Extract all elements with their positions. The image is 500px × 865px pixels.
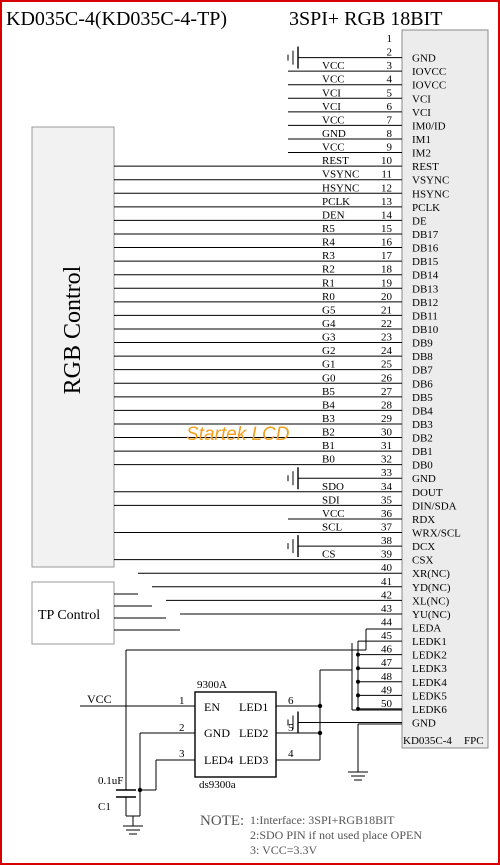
fpc-label: KD035C-4 xyxy=(403,735,452,747)
pin-name: DB8 xyxy=(412,351,433,364)
signal-label: G3 xyxy=(322,331,336,344)
signal-label: G1 xyxy=(322,358,336,371)
pin-number: 5 xyxy=(386,87,392,100)
pin-number: 30 xyxy=(381,426,392,439)
pin-name: DB13 xyxy=(412,283,439,296)
pin-name: DB16 xyxy=(412,242,439,255)
signal-label: VCC xyxy=(322,141,345,154)
ic-pin3-name: LED4 xyxy=(204,753,234,767)
pin-number: 1 xyxy=(386,33,392,45)
pin-name: DB9 xyxy=(412,337,433,350)
pin-name: DB11 xyxy=(412,310,438,323)
ic-pin3-num: 3 xyxy=(179,748,185,760)
signal-label: DEN xyxy=(322,209,345,222)
pin-number: 40 xyxy=(381,562,392,575)
pin-name: CSX xyxy=(412,554,434,567)
pin-number: 43 xyxy=(381,602,392,615)
signal-label: B5 xyxy=(322,385,335,398)
watermark: Startek LCD xyxy=(186,424,290,445)
pin-number: 10 xyxy=(381,155,392,168)
pin-number: 35 xyxy=(381,494,392,507)
pin-name: DB12 xyxy=(412,296,439,309)
pin-name: DB0 xyxy=(412,459,433,472)
signal-label: B4 xyxy=(322,399,335,412)
pin-number: 36 xyxy=(381,507,392,520)
pin-number: 21 xyxy=(381,304,392,317)
pin-name: LEDK1 xyxy=(412,636,447,649)
signal-label: REST xyxy=(322,155,349,168)
pin-name: RDX xyxy=(412,513,436,526)
signal-label: R3 xyxy=(322,250,335,263)
pin-number: 33 xyxy=(381,467,392,480)
ic-pin5-num: 5 xyxy=(288,722,294,734)
pin-name: DB6 xyxy=(412,378,433,391)
ic-pin6-num: 6 xyxy=(288,695,294,707)
pin-name: GND xyxy=(412,52,436,65)
signal-label: VCC xyxy=(322,507,345,520)
signal-label: SCL xyxy=(322,521,343,534)
tp-control-label: TP Control xyxy=(38,608,101,623)
pin-name: DB4 xyxy=(412,405,433,418)
ic-vcc-label: VCC xyxy=(87,692,112,706)
signal-label: VCC xyxy=(322,73,345,86)
pin-name: DB14 xyxy=(412,269,439,282)
pin-name: IOVCC xyxy=(412,79,447,92)
pin-number: 31 xyxy=(381,440,392,453)
pin-number: 41 xyxy=(381,575,392,588)
pin-number: 20 xyxy=(381,290,392,303)
signal-label: G0 xyxy=(322,372,336,385)
pin-number: 18 xyxy=(381,263,392,276)
ground-symbol-led xyxy=(348,772,368,780)
fpc-suffix: FPC xyxy=(464,735,484,747)
pin-number: 3 xyxy=(386,60,392,73)
pin-number: 19 xyxy=(381,277,392,290)
pin-number: 8 xyxy=(386,127,392,140)
pin-number: 27 xyxy=(381,385,392,398)
pin-number: 23 xyxy=(381,331,392,344)
signal-label: VCI xyxy=(322,100,341,113)
ic-pin4-name: LED3 xyxy=(239,753,269,767)
pin-name: LEDK4 xyxy=(412,676,447,689)
pin-name: DB3 xyxy=(412,418,433,431)
pin-name: LEDK2 xyxy=(412,649,447,662)
note-line-1: 1:Interface: 3SPI+RGB18BIT xyxy=(250,813,395,827)
pin-name: IM0/ID xyxy=(412,120,446,133)
pin-number: 11 xyxy=(381,168,392,181)
pin-name: IM2 xyxy=(412,147,431,160)
signal-label: VCC xyxy=(322,60,345,73)
title-right: 3SPI+ RGB 18BIT xyxy=(289,8,443,30)
pin-name: GND xyxy=(412,717,436,730)
rgb-control-label: RGB Control xyxy=(60,265,86,395)
pin-number: 38 xyxy=(381,535,392,548)
signal-label: B1 xyxy=(322,440,335,453)
pin-name: VCI xyxy=(412,106,431,119)
pin-number: 29 xyxy=(381,412,392,425)
pin-number: 13 xyxy=(381,195,392,208)
pin-name: WRX/SCL xyxy=(412,527,461,540)
pin-number: 26 xyxy=(381,372,392,385)
pin-name: DB17 xyxy=(412,228,439,241)
signal-label: R1 xyxy=(322,277,335,290)
pin-number: 17 xyxy=(381,250,392,263)
pin-number: 46 xyxy=(381,643,392,656)
pin-number: 50 xyxy=(381,697,392,710)
signal-label: SDI xyxy=(322,494,340,507)
signal-label: VCC xyxy=(322,114,345,127)
signal-label: G5 xyxy=(322,304,336,317)
pin-number: 32 xyxy=(381,453,392,466)
tp-wires xyxy=(114,594,180,630)
pin-row xyxy=(114,169,449,187)
notes-heading: NOTE: xyxy=(200,813,245,829)
pin-number: 39 xyxy=(381,548,392,561)
pin-name: LEDA xyxy=(412,622,442,635)
signal-label: B3 xyxy=(322,412,335,425)
signal-label: G2 xyxy=(322,345,336,358)
pin-name: DB10 xyxy=(412,323,439,336)
pin-row xyxy=(114,209,427,227)
pin-name: DOUT xyxy=(412,486,443,499)
pin-number: 4 xyxy=(386,73,392,86)
pin-number: 15 xyxy=(381,222,392,235)
pin-number: 49 xyxy=(381,684,392,697)
pin-name: XR(NC) xyxy=(412,568,450,581)
pin-row xyxy=(114,481,443,499)
signal-label: PCLK xyxy=(322,195,351,208)
pin-name: DB2 xyxy=(412,432,433,445)
signal-label: VSYNC xyxy=(322,168,360,181)
capacitor-c1 xyxy=(98,775,136,816)
signal-label: R2 xyxy=(322,263,335,276)
ic-pin6-name: LED1 xyxy=(239,700,269,714)
pin-number: 25 xyxy=(381,358,392,371)
signal-label: B2 xyxy=(322,426,335,439)
pin-row xyxy=(387,33,393,45)
capacitor-ref: C1 xyxy=(98,801,111,813)
pin-number: 14 xyxy=(381,209,392,222)
pin-name: GND xyxy=(412,473,436,486)
pin-name: REST xyxy=(412,161,439,174)
pin-number: 24 xyxy=(381,345,392,358)
pin-name: DB15 xyxy=(412,256,439,269)
pin-name: DB5 xyxy=(412,391,433,404)
ic-part-top: 9300A xyxy=(197,679,227,691)
pin-number: 34 xyxy=(381,480,392,493)
pin-name: IM1 xyxy=(412,133,431,146)
pin-row xyxy=(114,182,449,200)
signal-label: VCI xyxy=(322,87,341,100)
pin-name: XL(NC) xyxy=(412,595,450,608)
pin-name: VCI xyxy=(412,93,431,106)
signal-label: G4 xyxy=(322,317,336,330)
pin-name: IOVCC xyxy=(412,66,447,79)
pin-number: 9 xyxy=(386,141,392,154)
signal-label: SDO xyxy=(322,480,345,493)
pin-name: DB1 xyxy=(412,446,433,459)
signal-label: R0 xyxy=(322,290,335,303)
pin-name: DIN/SDA xyxy=(412,500,457,513)
signal-label: GND xyxy=(322,127,346,140)
pin-name: DCX xyxy=(412,541,436,554)
signal-label: CS xyxy=(322,548,336,561)
ic-pin5-name: LED2 xyxy=(239,726,269,740)
ic-pin2-num: 2 xyxy=(179,722,185,734)
capacitor-value: 0.1uF xyxy=(98,775,124,787)
pin-number: 45 xyxy=(381,630,392,643)
signal-label: B0 xyxy=(322,453,335,466)
pin-name: VSYNC xyxy=(412,174,450,187)
pin-name: LEDK3 xyxy=(412,663,447,676)
note-line-3: 3: VCC=3.3V xyxy=(250,843,318,857)
signal-label: R4 xyxy=(322,236,335,249)
ic-pin1-num: 1 xyxy=(179,695,185,707)
pin-number: 2 xyxy=(386,46,392,59)
pin-name: LEDK5 xyxy=(412,690,447,703)
pin-number: 28 xyxy=(381,399,392,412)
pin-name: YU(NC) xyxy=(412,608,451,621)
ic-pin2-name: GND xyxy=(204,726,230,740)
pin-number: 16 xyxy=(381,236,392,249)
ic-part-bottom: ds9300a xyxy=(199,779,236,791)
notes xyxy=(200,813,422,857)
ground-symbol-c1 xyxy=(123,816,143,834)
pin-name: PCLK xyxy=(412,201,441,214)
note-line-2: 2:SDO PIN if not used place OPEN xyxy=(250,828,422,842)
pin-number: 48 xyxy=(381,670,392,683)
pin-name: LEDK6 xyxy=(412,703,447,716)
rgb-control-block xyxy=(32,127,114,567)
pin-number: 42 xyxy=(381,589,392,602)
title-left: KD035C-4(KD035C-4-TP) xyxy=(6,8,228,30)
pin-name: YD(NC) xyxy=(412,581,451,594)
pin-number: 12 xyxy=(381,182,392,195)
pin-name: DB7 xyxy=(412,364,433,377)
pin-name: DE xyxy=(412,215,427,228)
pin-number: 22 xyxy=(381,317,392,330)
pin-name: HSYNC xyxy=(412,188,450,201)
pin-number: 44 xyxy=(381,616,392,629)
ic-pin4-num: 4 xyxy=(288,748,294,760)
pin-number: 47 xyxy=(381,657,392,670)
pin-number: 37 xyxy=(381,521,392,534)
signal-label: HSYNC xyxy=(322,182,360,195)
signal-label: R5 xyxy=(322,222,335,235)
tp-control-block xyxy=(32,582,114,644)
pin-number: 6 xyxy=(386,100,392,113)
pin-number: 7 xyxy=(386,114,392,127)
ic-pin1-name: EN xyxy=(204,700,220,714)
